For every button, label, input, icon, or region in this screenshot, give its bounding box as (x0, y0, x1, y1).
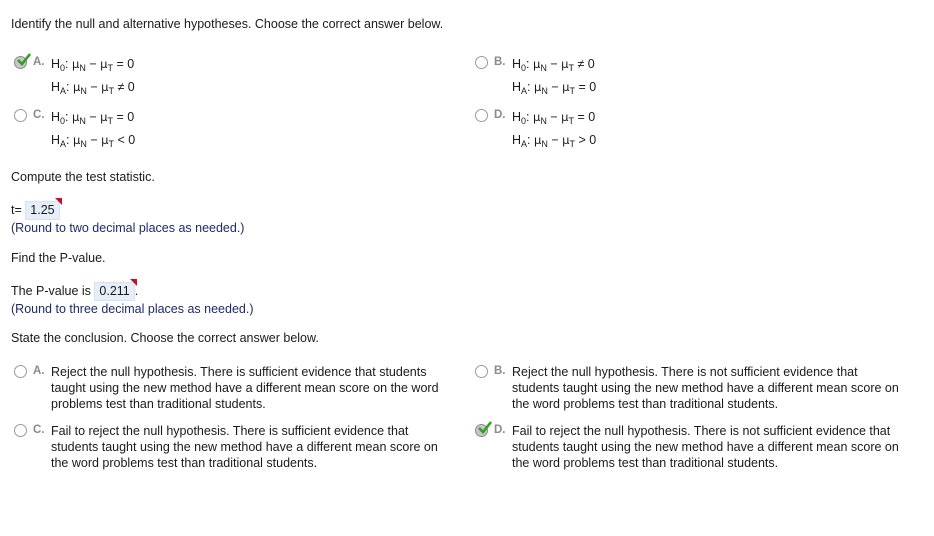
q1-option-d[interactable] (475, 108, 596, 154)
radio-button[interactable] (475, 365, 488, 378)
alternative-hypothesis: $H_A$: $\mu_N - \mu_T \ne 0$ (51, 80, 135, 96)
radio-button[interactable] (475, 424, 488, 437)
radio-button[interactable] (14, 424, 27, 437)
q2-prompt: Compute the test statistic. (11, 170, 155, 184)
option-letter: B. (494, 56, 506, 68)
alternative-hypothesis: $H_A$: $\mu_N - \mu_T = 0$ (512, 80, 597, 96)
q1-option-c[interactable] (14, 108, 135, 154)
null-hypothesis: $H_0$: $\mu_N - \mu_T = 0$ (51, 110, 135, 126)
option-letter: B. (494, 365, 506, 377)
alternative-hypothesis: $H_A$: $\mu_N - \mu_T < 0$ (51, 133, 136, 149)
p-value-suffix: . (134, 284, 139, 298)
option-text: Reject the null hypothesis. There is not sufficient evidence that students taught using the new method have a different mean score on the word problems test than traditional students. (512, 365, 899, 411)
q4-prompt: State the conclusion. Choose the correct answer below. (11, 331, 319, 345)
q1-option-b[interactable] (475, 55, 596, 101)
q4-option-a[interactable] (14, 364, 439, 412)
option-letter: D. (494, 109, 506, 121)
p-value-answer[interactable]: 0.211 (94, 282, 134, 301)
alternative-hypothesis: $H_A$: $\mu_N - \mu_T > 0$ (512, 133, 597, 149)
option-letter: C. (33, 109, 45, 121)
q4-option-b[interactable] (475, 364, 899, 412)
null-hypothesis: $H_0$: $\mu_N - \mu_T \ne 0$ (512, 57, 595, 73)
checkmark-icon (478, 421, 492, 435)
null-hypothesis: $H_0$: $\mu_N - \mu_T = 0$ (512, 110, 596, 126)
test-statistic-answer[interactable]: 1.25 (25, 201, 59, 220)
test-statistic-label: t= (11, 203, 22, 217)
q1-prompt: Identify the null and alternative hypotheses. Choose the correct answer below. (11, 17, 444, 31)
q3-prompt: Find the P-value. (11, 251, 106, 265)
radio-button[interactable] (14, 365, 27, 378)
option-letter: C. (33, 424, 45, 436)
q4-option-d[interactable] (475, 423, 899, 471)
p-value-label: The P-value is (11, 284, 91, 298)
option-letter: D. (494, 424, 506, 436)
radio-button[interactable] (14, 109, 27, 122)
option-text: Reject the null hypothesis. There is sufficient evidence that students taught using the new method have a different mean score on the word problems test than traditional students. (51, 365, 439, 411)
flag-icon (55, 198, 62, 205)
radio-button[interactable] (14, 56, 27, 69)
radio-button[interactable] (475, 56, 488, 69)
checkmark-icon (17, 53, 31, 67)
option-text: Fail to reject the null hypothesis. There is sufficient evidence that students taught using the new method have a different mean score on the word problems test than traditional students. (51, 424, 438, 470)
q3-rounding-note: (Round to three decimal places as needed.) (11, 302, 254, 316)
option-text: Fail to reject the null hypothesis. There is not sufficient evidence that students taught using the new method have a different mean score on the word problems test than traditional students. (512, 424, 899, 470)
q2-rounding-note: (Round to two decimal places as needed.) (11, 221, 245, 235)
option-letter: A. (33, 56, 45, 68)
q4-option-c[interactable] (14, 423, 438, 471)
q1-option-a[interactable] (14, 55, 135, 101)
option-letter: A. (33, 365, 45, 377)
flag-icon (130, 279, 137, 286)
p-value-row (11, 282, 138, 301)
radio-button[interactable] (475, 109, 488, 122)
null-hypothesis: $H_0$: $\mu_N - \mu_T = 0$ (51, 57, 135, 73)
test-statistic-row (11, 201, 60, 220)
